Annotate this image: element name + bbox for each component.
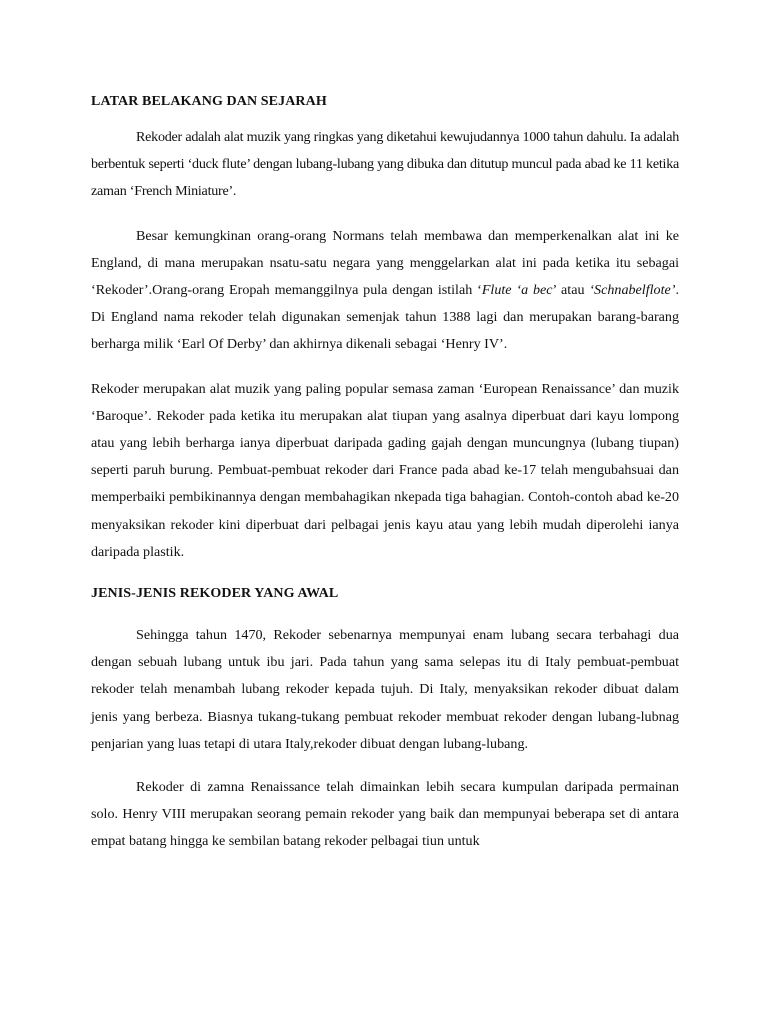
paragraph-normans-text-start: Besar kemungkinan orang-orang Normans telah membawa dan memperkenalkan alat ini ke England, di mana merupakan nsatu-satu negara yang menggelarkan alat ini pada ketika itu sebagai ‘Rekoder’.Orang-orang Eropah memanggilnya pula dengan istilah ‘: [91, 227, 679, 299]
paragraph-normans-text-mid: ’ atau: [552, 282, 590, 299]
paragraph-normans-text-end: . Di England nama rekoder telah digunakan semenjak tahun 1388 lagi dan merupakan barang-barang berharga milik ‘Earl Of Derby’ dan akhirnya dikenali sebagai ‘Henry IV’.: [91, 282, 679, 353]
paragraph-holes: Sehingga tahun 1470, Rekoder sebenarnya mempunyai enam lubang secara terbahagi dua dengan sebuah lubang untuk ibu jari. Pada tahun yang sama selepas itu di Italy pembuat-pembuat rekoder telah menambah lubang rekoder kepada tujuh. Di Italy, menyaksikan rekoder dibuat dalam jenis yang berbeza. Biasnya tukang-tukang pembuat rekoder membuat rekoder dengan lubang-lubnag penjarian yang luas tetapi di utara Italy,rekoder dibuat dengan lubang-lubang.: [91, 627, 679, 752]
term-schnabelflote: ‘Schnabelflote’: [589, 282, 676, 299]
section-heading-early-types: JENIS-JENIS REKODER YANG AWAL: [91, 586, 339, 602]
section-heading-background: LATAR BELAKANG DAN SEJARAH: [91, 94, 327, 109]
paragraph-intro: Rekoder adalah alat muzik yang ringkas yang diketahui kewujudannya 1000 tahun dahulu. Ia adalah berbentuk seperti ‘duck flute’ dengan lubang-lubang yang dibuka dan ditutup muncul pada abad ke 11 ketika zaman ‘French Miniature’.: [91, 129, 679, 200]
document-page: [91, 88, 679, 856]
paragraph-henry-viii: Rekoder di zamna Renaissance telah dimainkan lebih secara kumpulan daripada permainan solo. Henry VIII merupakan seorang pemain rekoder yang baik dan mempunyai beberapa set di antara empat batang hingga ke sembilan batang rekoder pelbagai tiun untuk: [91, 779, 679, 850]
term-flute-a-bec: Flute ‘a bec: [481, 282, 553, 299]
paragraph-normans: [91, 223, 679, 359]
paragraph-renaissance: Rekoder merupakan alat muzik yang paling popular semasa zaman ‘European Renaissance’ dan muzik ‘Baroque’. Rekoder pada ketika itu merupakan alat tiupan yang asalnya diperbuat dari kayu lompong atau yang lebih berharga ianya diperbuat daripada gading gajah dengan muncungnya (lubang tiupan) seperti paruh burung. Pembuat-pembuat rekoder dari France pada abad ke-17 telah mengubahsuai dan memperbaiki pembikinannya dengan membahagikan nkepada tiga bahagian. Contoh-contoh abad ke-20 menyaksikan rekoder kini diperbuat dari pelbagai jenis kayu atau yang lebih mudah diperolehi ianya daripada plastik.: [91, 380, 679, 560]
